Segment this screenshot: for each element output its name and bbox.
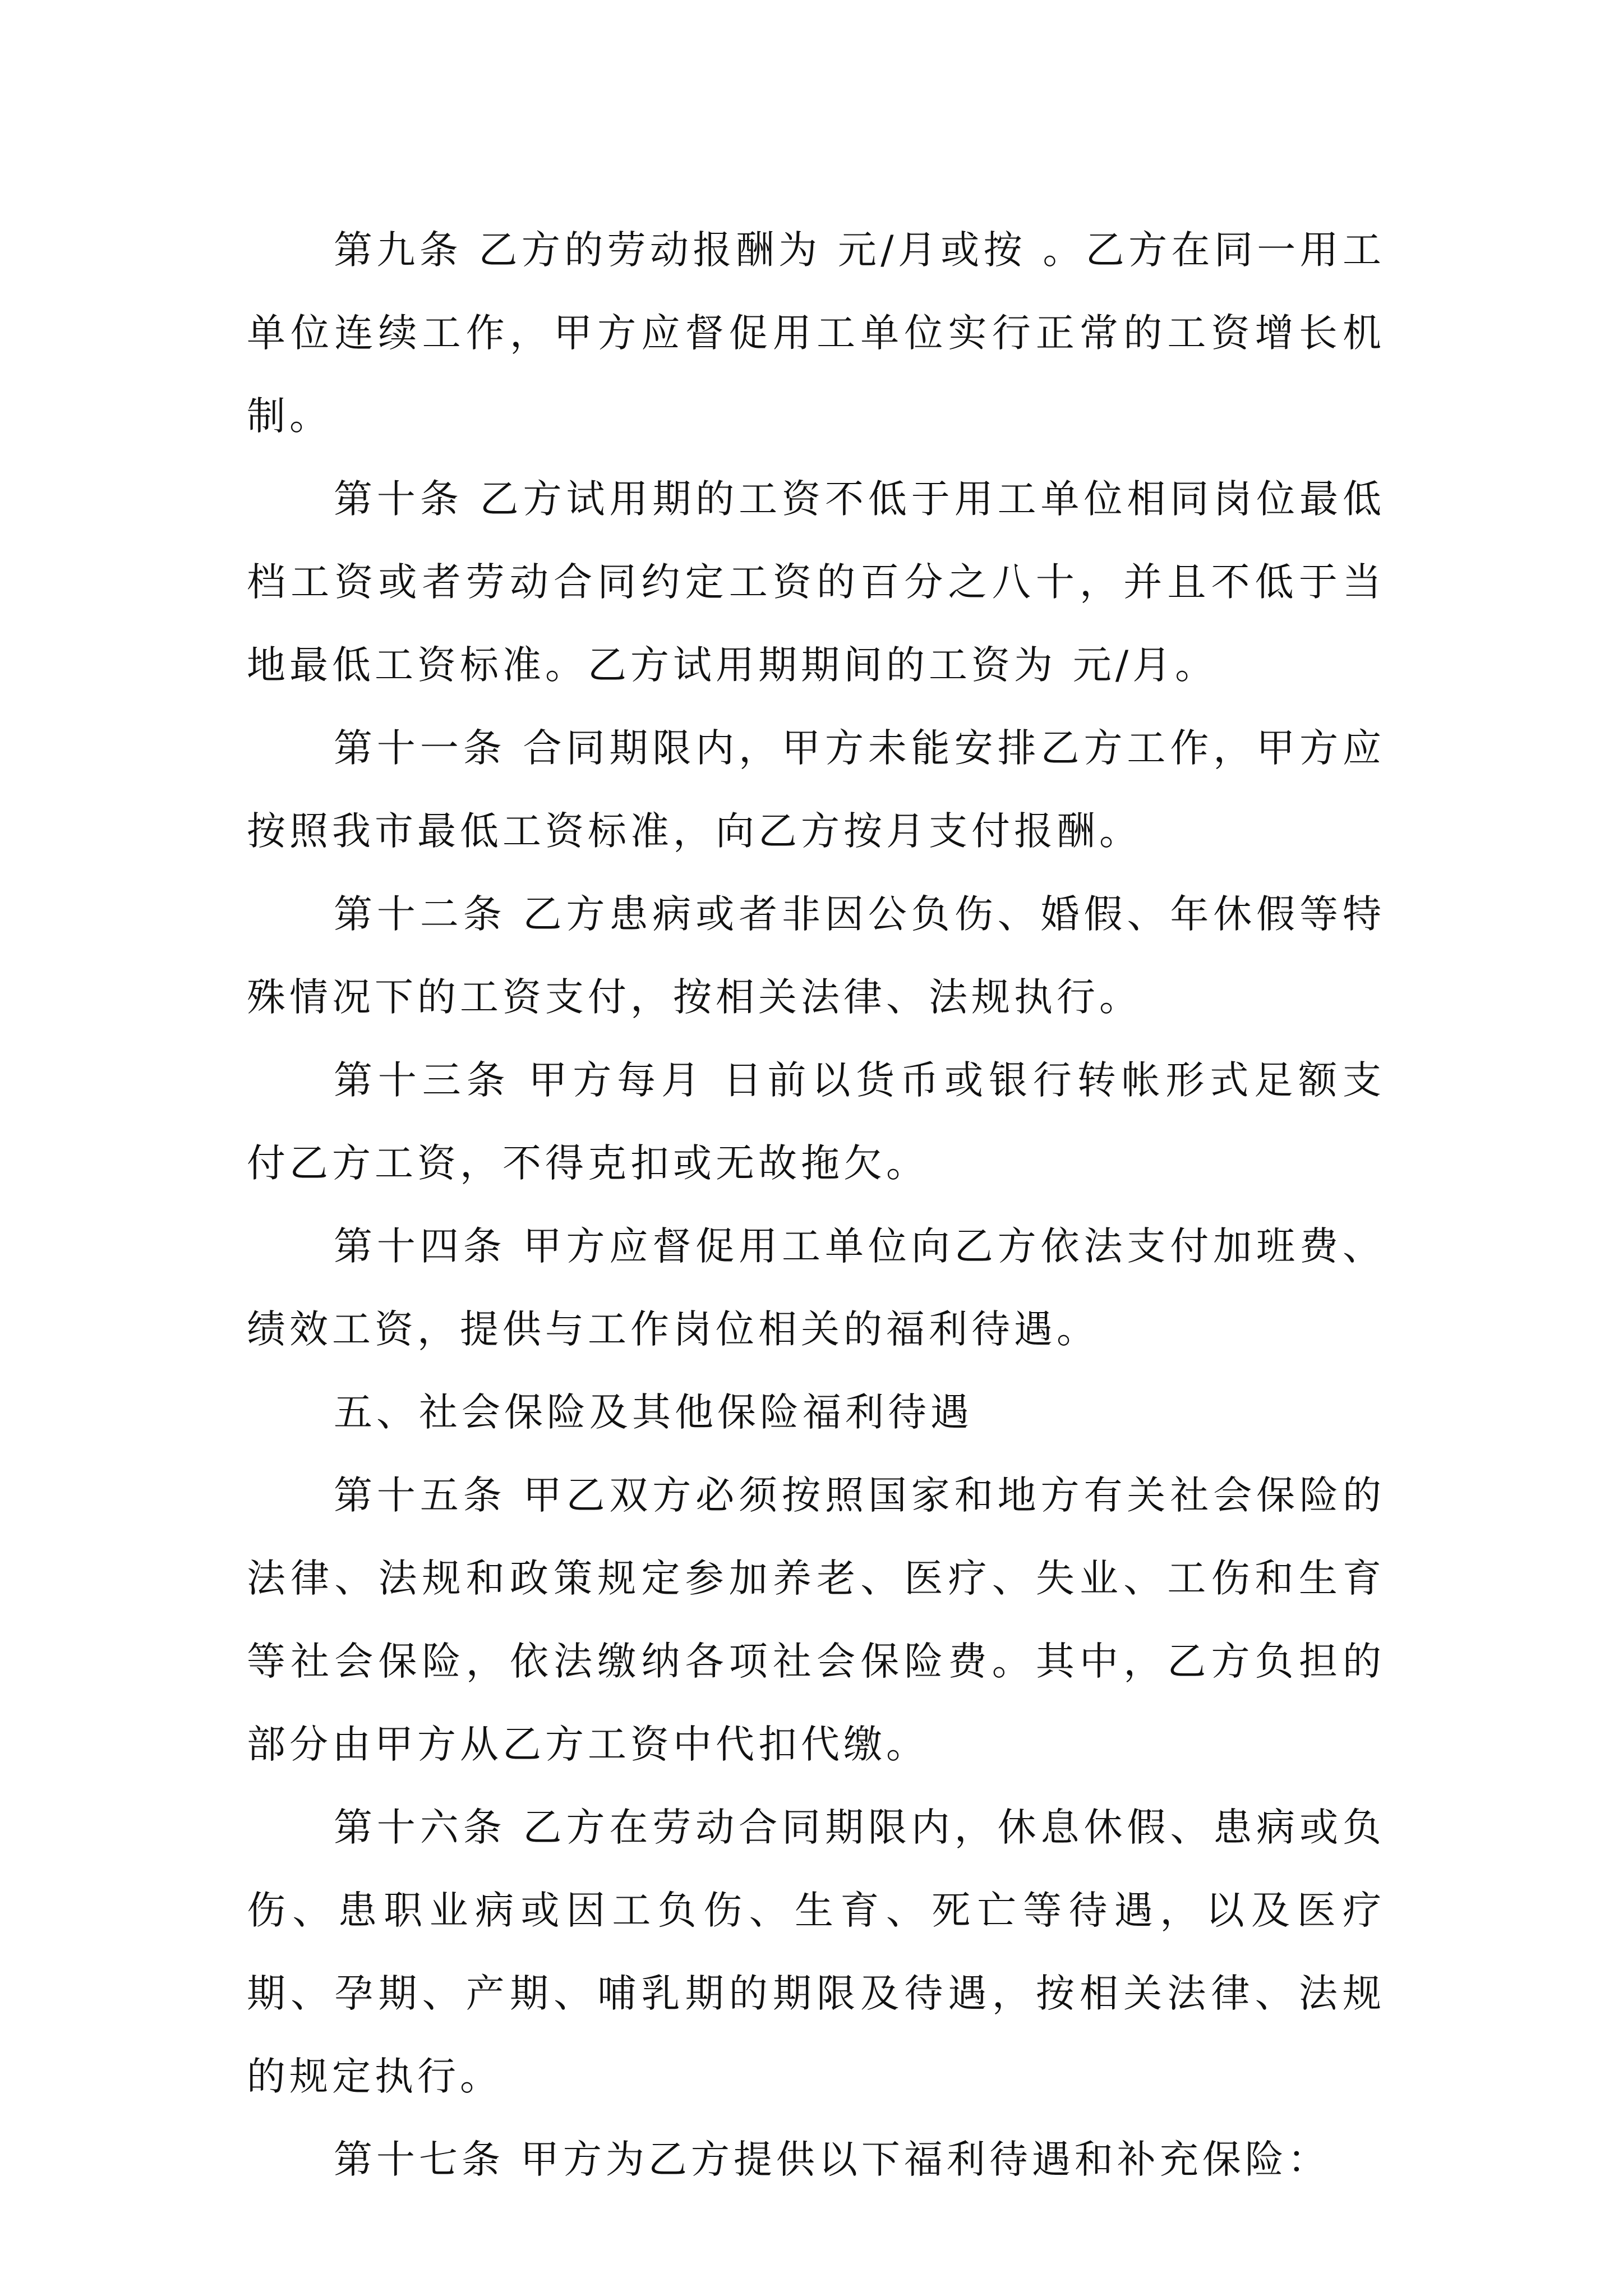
article-14-paragraph: 第十四条 甲方应督促用工单位向乙方依法支付加班费、绩效工资，提供与工作岗位相关的福利待遇。 — [247, 1224, 1385, 1352]
article-15-paragraph: 第十五条 甲乙双方必须按照国家和地方有关社会保险的法律、法规和政策规定参加养老、医疗、失业、工伤和生育等社会保险，依法缴纳各项社会保险费。其中，乙方负担的部分由甲方从乙方工资中代扣代缴。 — [247, 1473, 1385, 1767]
article-9-paragraph: 第九条 乙方的劳动报酬为 元/月或按 。乙方在同一用工单位连续工作，甲方应督促用工单位实行正常的工资增长机制。 — [247, 228, 1385, 439]
article-13-paragraph: 第十三条 甲方每月 日前以货币或银行转帐形式足额支付乙方工资，不得克扣或无故拖欠。 — [247, 1058, 1385, 1186]
document-body — [247, 209, 1385, 2201]
section-heading-social-insurance: 五、社会保险及其他保险福利待遇 — [334, 1390, 973, 1435]
article-12-paragraph: 第十二条 乙方患病或者非因公负伤、婚假、年休假等特殊情况下的工资支付，按相关法律、法规执行。 — [247, 892, 1385, 1020]
article-10-paragraph: 第十条 乙方试用期的工资不低于用工单位相同岗位最低档工资或者劳动合同约定工资的百分之八十，并且不低于当地最低工资标准。乙方试用期期间的工资为 元/月。 — [247, 477, 1385, 688]
article-11-paragraph: 第十一条 合同期限内，甲方未能安排乙方工作，甲方应按照我市最低工资标准，向乙方按月支付报酬。 — [247, 726, 1385, 854]
article-17-paragraph: 第十七条 甲方为乙方提供以下福利待遇和补充保险： — [334, 2137, 1330, 2182]
article-16-paragraph: 第十六条 乙方在劳动合同期限内，休息休假、患病或负伤、患职业病或因工负伤、生育、死亡等待遇，以及医疗期、孕期、产期、哺乳期的期限及待遇，按相关法律、法规的规定执行。 — [247, 1805, 1385, 2099]
